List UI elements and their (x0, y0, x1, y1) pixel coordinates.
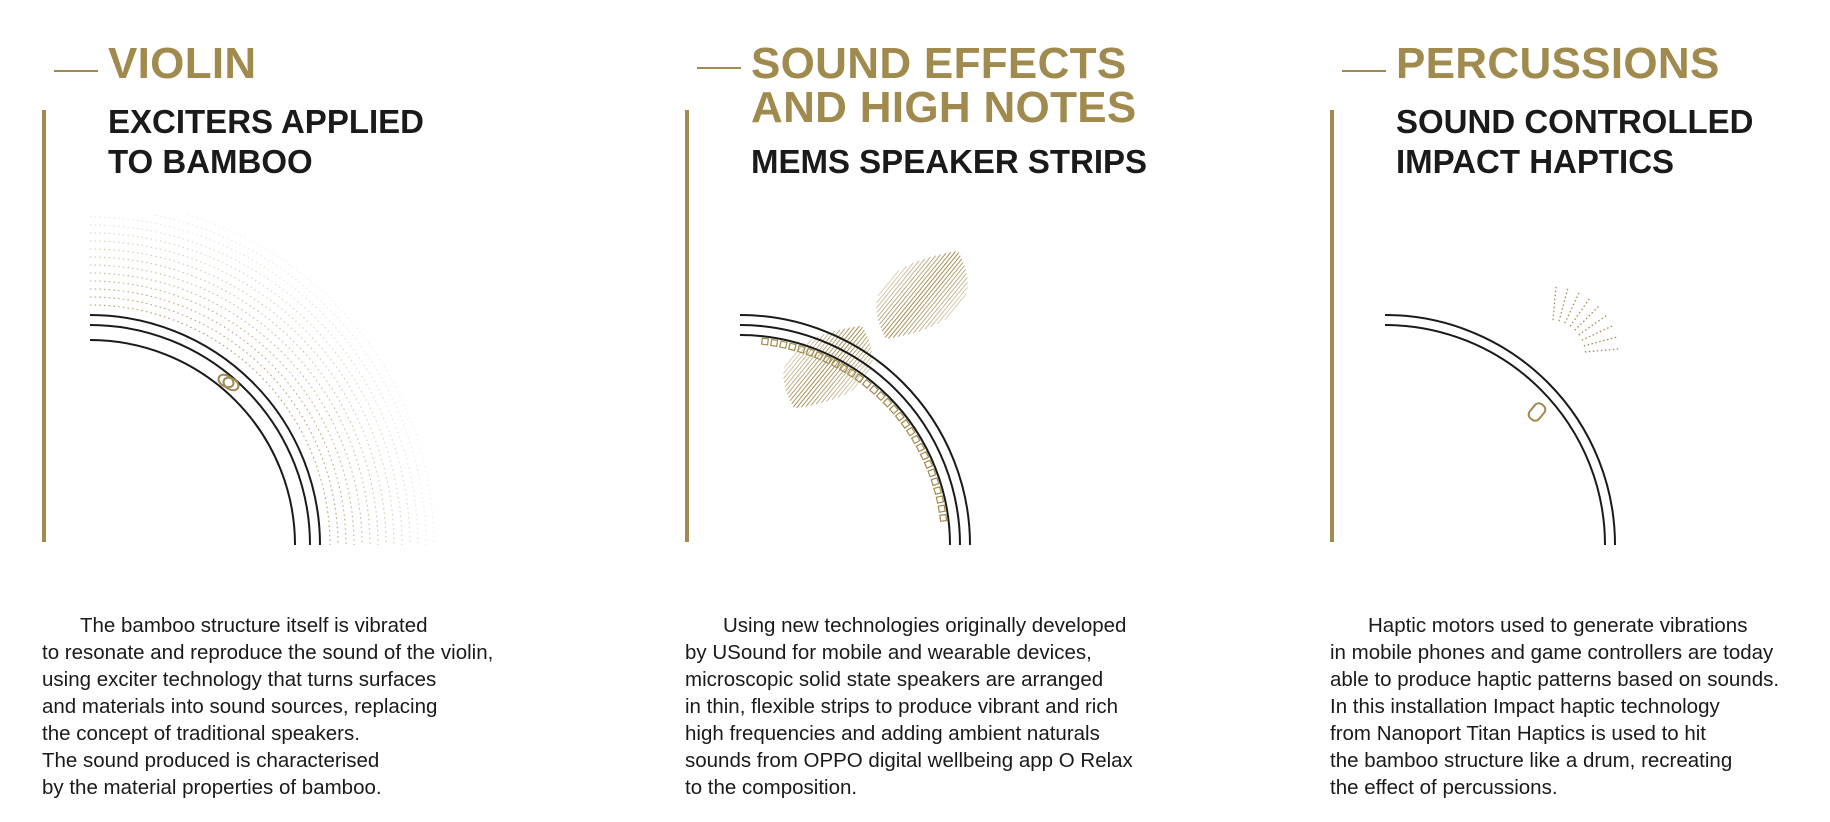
title-dash (1342, 70, 1386, 72)
description-line: the effect of percussions. (1330, 776, 1558, 799)
section-subtitle: MEMS SPEAKER STRIPS (751, 143, 1148, 180)
description-line: The sound produced is characterised (42, 749, 380, 772)
column-percussions (1330, 0, 1830, 822)
description-line: by the material properties of bamboo. (42, 776, 382, 799)
description-line: using exciter technology that turns surfaces (42, 668, 437, 691)
bamboo-ring (740, 315, 970, 545)
section-description (42, 612, 602, 801)
mems-strip-illustration (740, 215, 1100, 545)
vertical-rule (42, 110, 46, 542)
column-violin (42, 0, 602, 822)
description-line: by USound for mobile and wearable devices, (685, 641, 1092, 664)
section-description (1330, 612, 1830, 801)
sound-wave-arcs (90, 215, 434, 545)
column-sound-effects (685, 0, 1245, 822)
description-line: able to produce haptic patterns based on sounds. (1330, 668, 1780, 691)
description-line: in mobile phones and game controllers are today (1330, 641, 1774, 664)
description-line: from Nanoport Titan Haptics is used to hit (1330, 722, 1707, 745)
section-title: SOUND EFFECTS AND HIGH NOTES (751, 39, 1137, 132)
section-subtitle: EXCITERS APPLIED TO BAMBOO (108, 103, 424, 180)
vertical-rule (685, 110, 689, 542)
description-line: Haptic motors used to generate vibrations (1368, 614, 1748, 637)
description-line: The bamboo structure itself is vibrated (80, 614, 428, 637)
description-line: Using new technologies originally developed (723, 614, 1127, 637)
section-title: PERCUSSIONS (1396, 39, 1720, 88)
title-dash (54, 70, 98, 72)
description-line: in thin, flexible strips to produce vibrant and rich (685, 695, 1119, 718)
section-description (685, 612, 1245, 801)
bamboo-ring (90, 315, 320, 545)
section-subtitle: SOUND CONTROLLED IMPACT HAPTICS (1396, 103, 1754, 180)
vibration-rays (1553, 285, 1620, 352)
haptic-motor-icon (1527, 401, 1548, 423)
description-line: sounds from OPPO digital wellbeing app O Relax (685, 749, 1133, 772)
description-line: In this installation Impact haptic technology (1330, 695, 1720, 718)
description-line: to the composition. (685, 776, 858, 799)
section-title: VIOLIN (108, 39, 257, 88)
description-line: high frequencies and adding ambient naturals (685, 722, 1100, 745)
impact-haptic-illustration (1385, 215, 1745, 545)
vertical-rule (1330, 110, 1334, 542)
description-line: to resonate and reproduce the sound of the violin, (42, 641, 494, 664)
bamboo-ring (1385, 315, 1615, 545)
description-line: the concept of traditional speakers. (42, 722, 360, 745)
exciter-ring-illustration (90, 215, 450, 545)
exciter-icon (216, 372, 240, 393)
title-dash (697, 67, 741, 69)
description-line: the bamboo structure like a drum, recreating (1330, 749, 1733, 772)
description-line: microscopic solid state speakers are arranged (685, 668, 1104, 691)
description-line: and materials into sound sources, replacing (42, 695, 438, 718)
